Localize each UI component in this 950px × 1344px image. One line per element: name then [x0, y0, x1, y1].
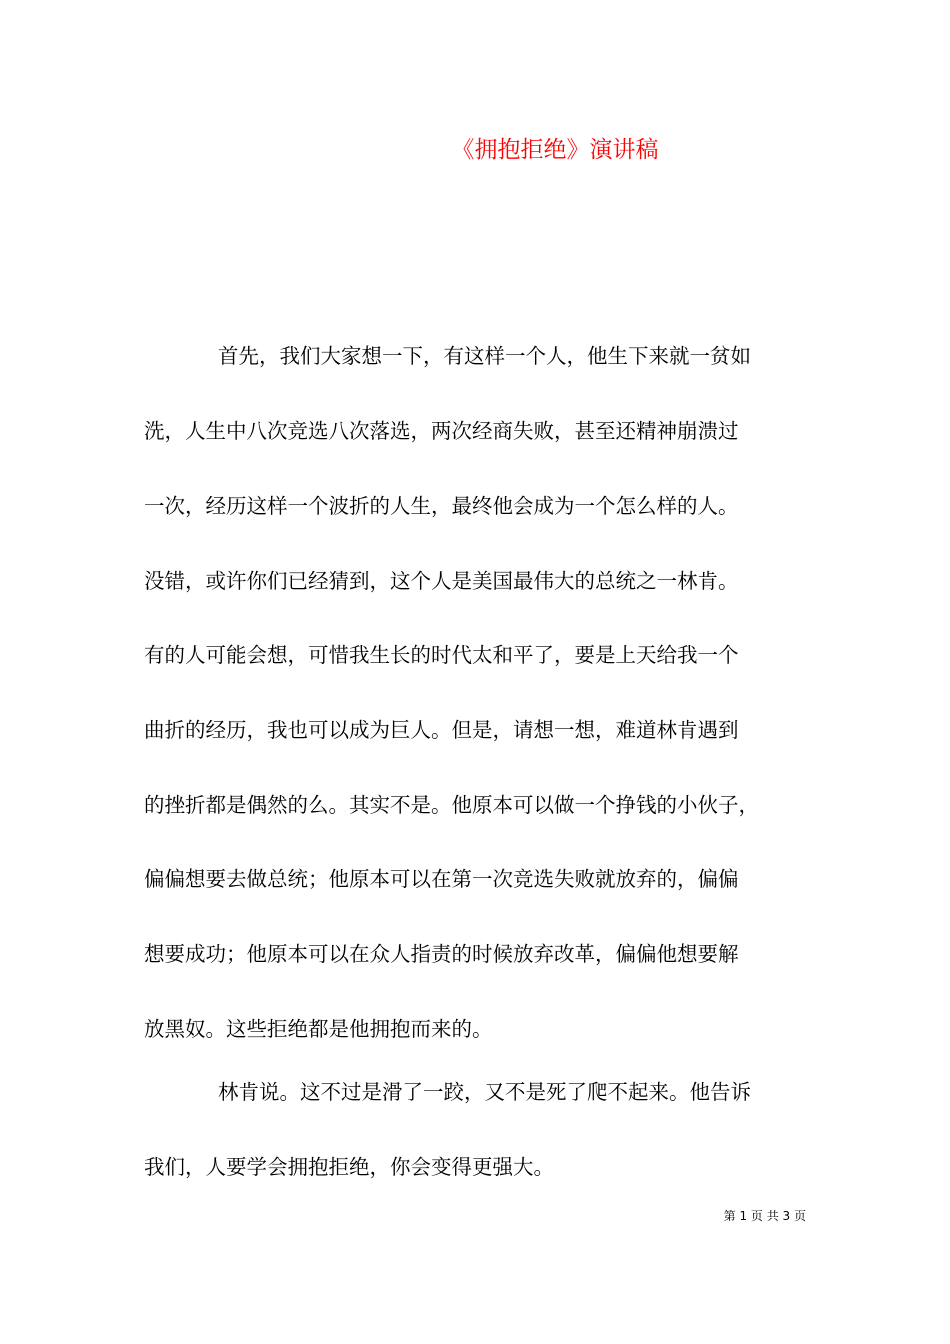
paragraph-line-1: 首先，我们大家想一下，有这样一个人，他生下来就一贫如 — [218, 344, 751, 368]
document-title: 《拥抱拒绝》演讲稿 — [451, 137, 659, 163]
page-number: 第 1 页 共 3 页 — [723, 1209, 806, 1223]
paragraph-line-7: 的挫折都是偶然的么。其实不是。他原本可以做一个挣钱的小伙子， — [144, 793, 759, 817]
paragraph-line-4: 没错，或许你们已经猜到，这个人是美国最伟大的总统之一林肯。 — [144, 569, 739, 593]
paragraph-line-2: 洗，人生中八次竞选八次落选，两次经商失败，甚至还精神崩溃过 — [144, 419, 739, 443]
paragraph-line-3: 一次，经历这样一个波折的人生，最终他会成为一个怎么样的人。 — [144, 494, 739, 518]
paragraph-line-10: 放黑奴。这些拒绝都是他拥抱而来的。 — [144, 1017, 493, 1041]
paragraph-line-6: 曲折的经历，我也可以成为巨人。但是，请想一想，难道林肯遇到 — [144, 718, 739, 742]
paragraph-line-11: 林肯说。这不过是滑了一跤，又不是死了爬不起来。他告诉 — [218, 1080, 751, 1104]
paragraph-line-8: 偏偏想要去做总统；他原本可以在第一次竞选失败就放弃的，偏偏 — [144, 867, 739, 891]
paragraph-line-12: 我们，人要学会拥抱拒绝，你会变得更强大。 — [144, 1155, 554, 1179]
paragraph-line-9: 想要成功；他原本可以在众人指责的时候放弃改革，偏偏他想要解 — [144, 942, 739, 966]
paragraph-line-5: 有的人可能会想，可惜我生长的时代太和平了，要是上天给我一个 — [144, 643, 739, 667]
